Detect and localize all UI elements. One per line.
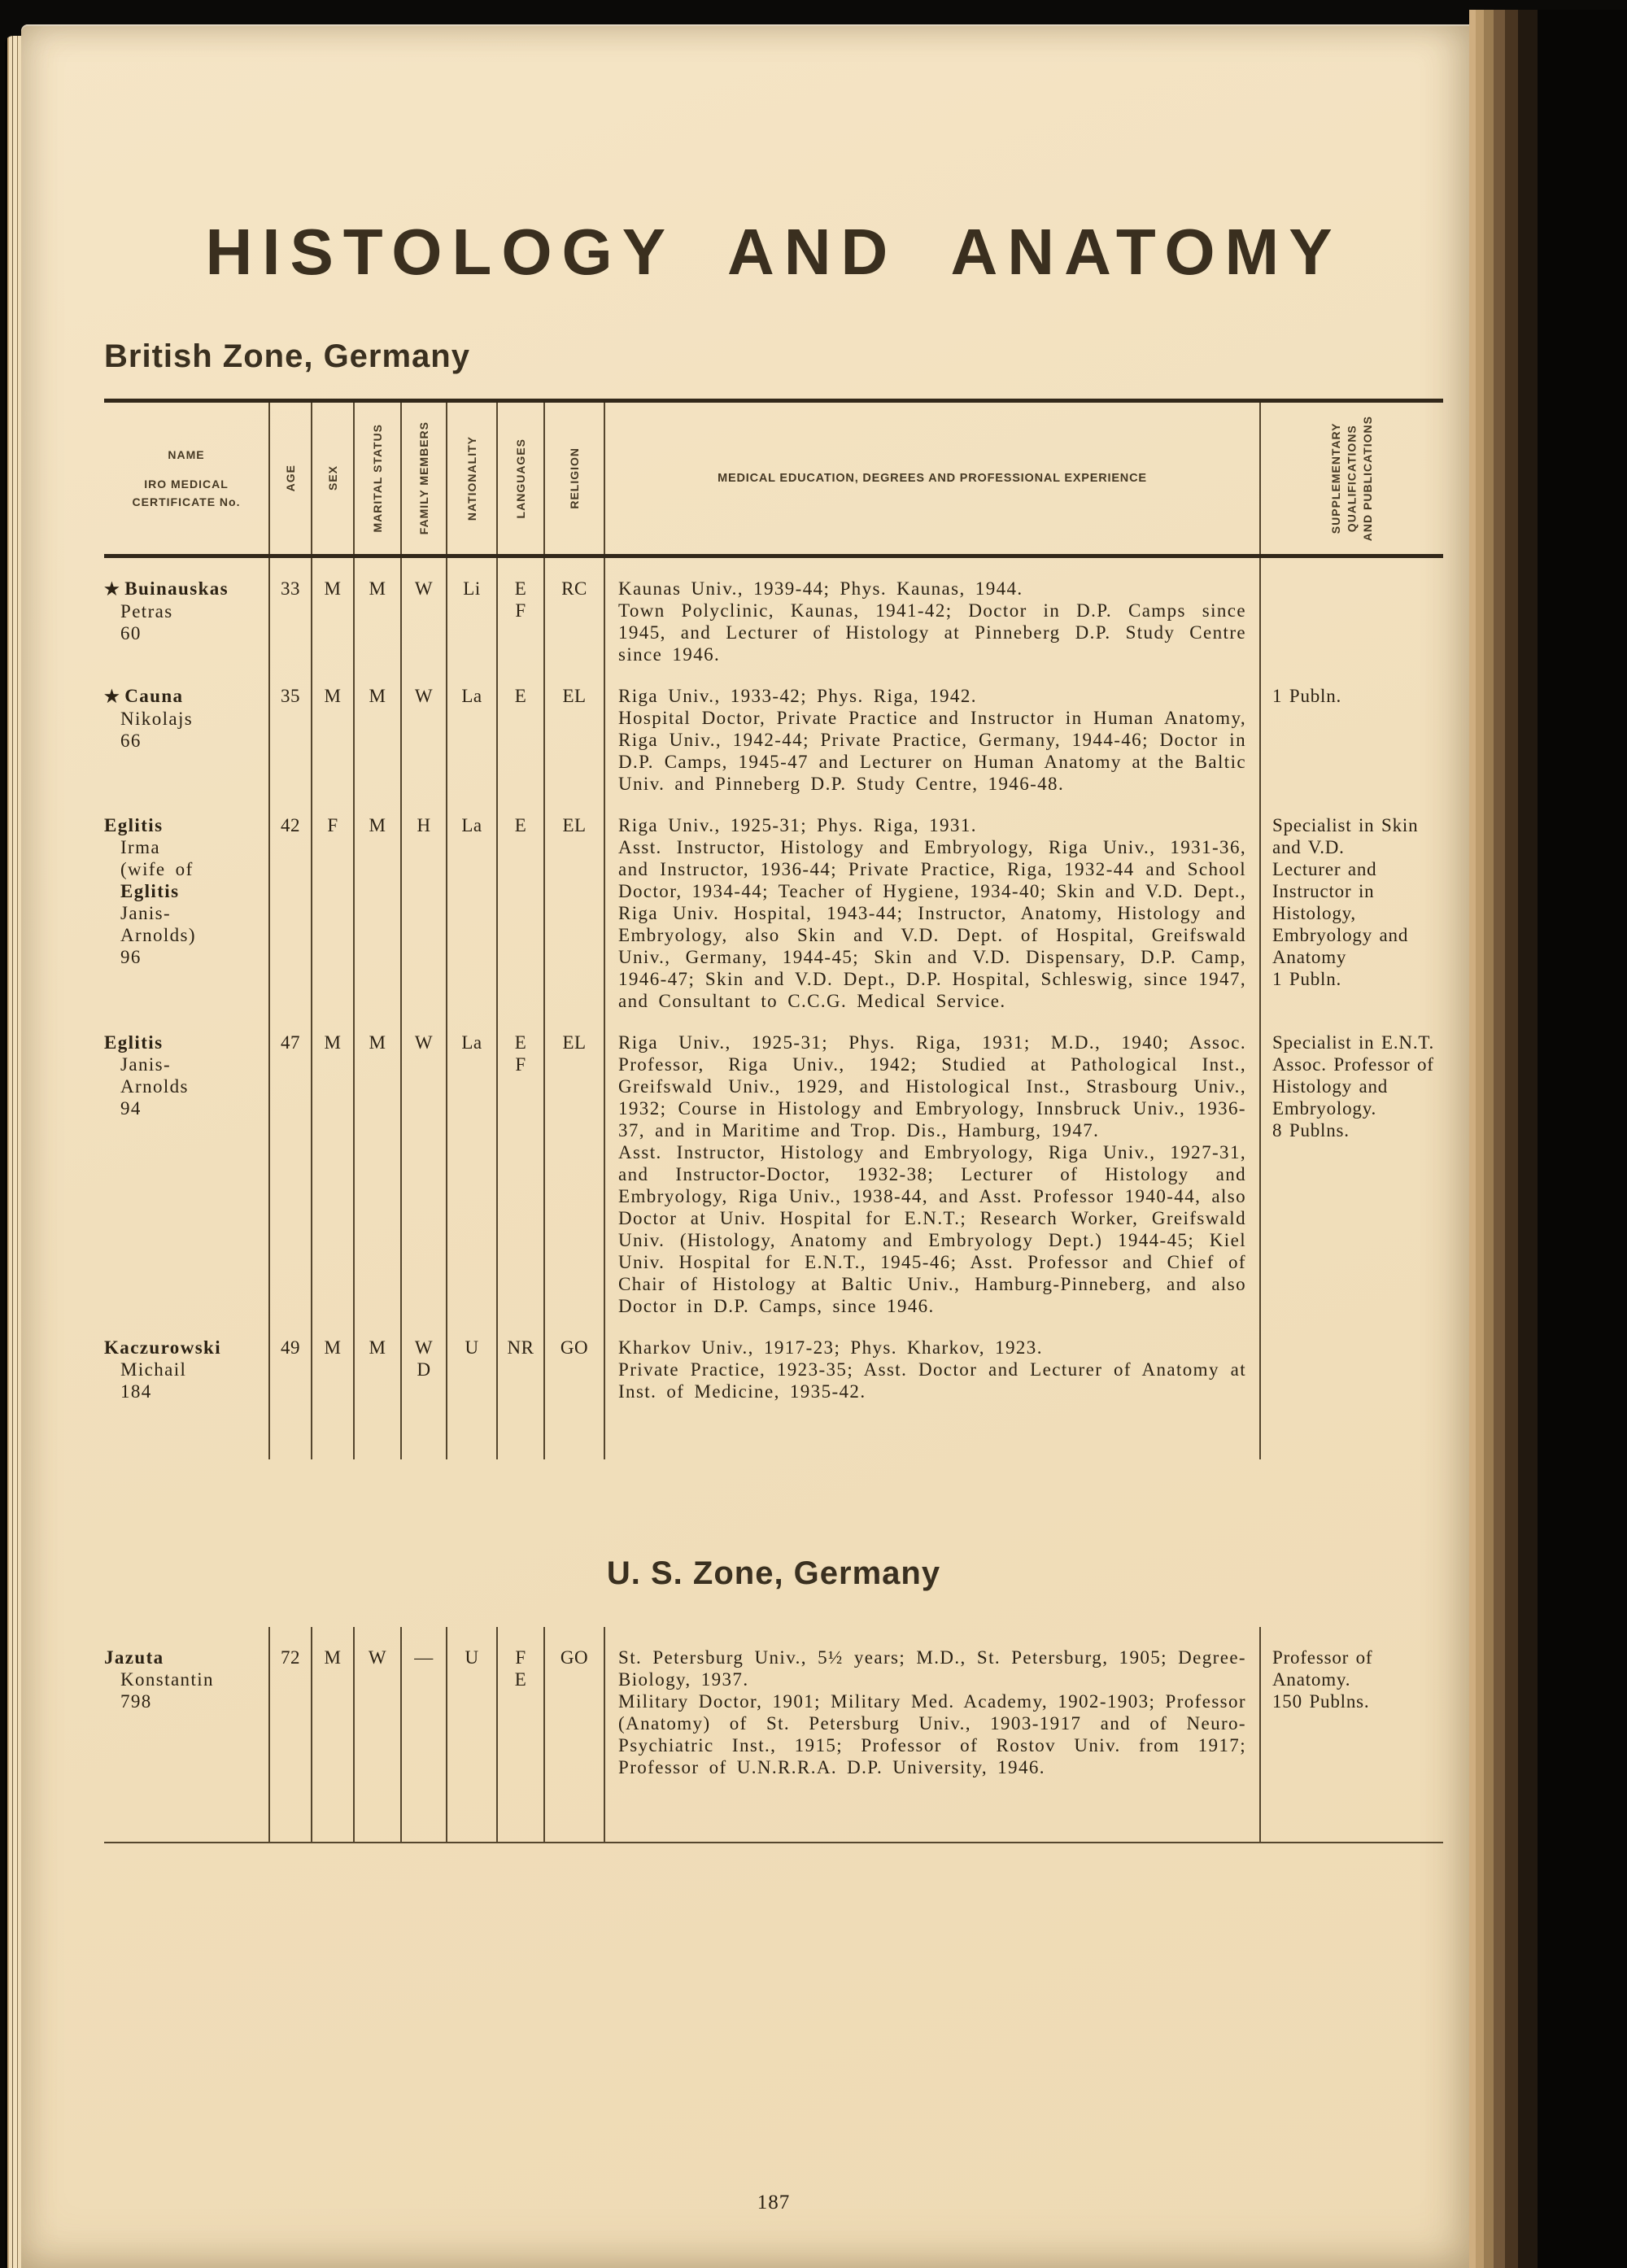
column-header-supplementary-label bbox=[1328, 416, 1376, 541]
person-surname: Jazuta bbox=[104, 1647, 164, 1668]
text-line: W bbox=[414, 578, 434, 599]
certificate-number: 94 bbox=[120, 1098, 142, 1119]
nationality-cell: U bbox=[446, 1627, 496, 1842]
text-line: Military Doctor, 1901; Military Med. Academy, 1902-1903; Professor (Anatomy) of St. Petersburg Univ., 1903-1917 and of Neuro-Psychiatric Inst., 1915; Professor of Rostov Univ. from 1917; Professor of U.N.R.R.A. D.P. University, 1946. bbox=[618, 1691, 1246, 1777]
certificate-number: 60 bbox=[120, 623, 142, 643]
text-line: Eglitis bbox=[120, 881, 180, 901]
name-cell bbox=[104, 795, 268, 1012]
column-header-sex bbox=[311, 403, 353, 554]
surname-line bbox=[104, 1032, 264, 1053]
column-header-supplementary bbox=[1259, 403, 1443, 554]
religion-cell: EL bbox=[543, 795, 604, 1012]
sex-cell: M bbox=[311, 558, 353, 665]
text-line: Nikolajs bbox=[120, 709, 194, 729]
text-line: Hospital Doctor, Private Practice and Instructor in Human Anatomy, Riga Univ., 1942-44; Private Practice, Germany, 1944-46; Doctor in D.P. Camps, 1945-47 and Lecturer on Human Anatomy at the Baltic Univ. and Pinneberg D.P. Study Centre, 1946-48. bbox=[618, 708, 1246, 794]
surname-line bbox=[104, 1646, 264, 1668]
text-line: Riga Univ., 1925-31; Phys. Riga, 1931; M.D., 1940; Assoc. Professor, Riga Univ., 1942; Studied at Pathological Inst., Greifswald Univ., 1929, and Histological Inst., Strasbourg Univ., 1932; Course in Histology and Embryology, Innsbruck Univ., 1936-37, and in Maritime and Trop. Dis., Hamburg, 1947. bbox=[618, 1032, 1246, 1141]
text-line: E bbox=[514, 1669, 527, 1690]
sex-cell: M bbox=[311, 1317, 353, 1459]
column-header-religion bbox=[543, 403, 604, 554]
column-header-nationality bbox=[446, 403, 496, 554]
column-header-nationality-label: NATIONALITY bbox=[465, 435, 478, 521]
name-cell bbox=[104, 1317, 268, 1459]
surname-line bbox=[104, 814, 264, 836]
person-given-names bbox=[104, 1053, 264, 1097]
table-body-us-zone bbox=[104, 1627, 1443, 1843]
supplementary-cell bbox=[1259, 558, 1443, 665]
education-cell bbox=[604, 1012, 1259, 1317]
column-header-languages-label: LANGUAGES bbox=[514, 438, 527, 519]
family-members-cell bbox=[400, 665, 446, 795]
text-line: W bbox=[414, 1337, 434, 1358]
text-line: E bbox=[514, 815, 527, 835]
text-line: F bbox=[515, 1054, 526, 1075]
page-stack-left-edge bbox=[5, 36, 23, 2268]
certificate-number: 66 bbox=[120, 731, 142, 751]
column-header-age-label: AGE bbox=[284, 465, 297, 492]
page-number: 187 bbox=[757, 2192, 791, 2213]
text-line: Arnolds) bbox=[120, 925, 196, 945]
marital-status-cell: M bbox=[353, 558, 400, 665]
text-line: Arnolds bbox=[120, 1076, 189, 1097]
nationality-cell: La bbox=[446, 1012, 496, 1317]
column-header-family-members bbox=[400, 403, 446, 554]
text-line: Specialist in Skin and V.D. bbox=[1272, 815, 1419, 857]
education-cell bbox=[604, 1317, 1259, 1459]
text-line: Kaunas Univ., 1939-44; Phys. Kaunas, 1944. bbox=[618, 578, 1023, 599]
person-given-names bbox=[104, 836, 264, 946]
person-surname: Cauna bbox=[124, 686, 184, 706]
text-line: Petras bbox=[120, 601, 173, 622]
sex-cell: M bbox=[311, 1012, 353, 1317]
languages-cell bbox=[496, 1012, 543, 1317]
text-line: QUALIFICATIONS bbox=[1345, 425, 1359, 532]
languages-cell bbox=[496, 1317, 543, 1459]
text-line: Janis- bbox=[120, 1054, 172, 1075]
person-given-names bbox=[104, 1668, 264, 1690]
sex-cell: F bbox=[311, 795, 353, 1012]
certificate-number: 96 bbox=[120, 947, 142, 967]
text-line: St. Petersburg Univ., 5½ years; M.D., St. Petersburg, 1905; Degree-Biology, 1937. bbox=[618, 1647, 1246, 1690]
text-line: Riga Univ., 1925-31; Phys. Riga, 1931. bbox=[618, 815, 977, 835]
person-given-names bbox=[104, 600, 264, 622]
star-icon: ★ bbox=[104, 687, 121, 706]
surname-line bbox=[104, 685, 264, 708]
age-cell: 47 bbox=[268, 1012, 311, 1317]
family-members-cell bbox=[400, 1012, 446, 1317]
text-line: Asst. Instructor, Histology and Embryology, Riga Univ., 1931-36, and Instructor, 1936-44; Private Practice, Riga, 1932-44 and School Doctor, 1934-44; Teacher of Hygiene, 1934-40; Skin and V.D. Dept., Riga Univ. Hospital, 1943-44; Instructor, Anatomy, Histology and Embryology, also Skin and V.D. Dept. of Hospital, Greifswald Univ., Germany, 1944-45; Skin and V.D. Dispensary, D.P. Camp, 1946-47; Skin and V.D. Dept., D.P. Hospital, Schleswig, since 1947, and Consultant to C.C.G. Medical Service. bbox=[618, 837, 1246, 1011]
supplementary-cell bbox=[1259, 665, 1443, 795]
text-line: E bbox=[514, 578, 527, 599]
supplementary-cell bbox=[1259, 1317, 1443, 1459]
text-line: Irma bbox=[120, 837, 161, 857]
name-cell bbox=[104, 1627, 268, 1842]
page-stack-right-edge bbox=[1469, 10, 1627, 2268]
text-line: — bbox=[414, 1647, 434, 1668]
nationality-cell: Li bbox=[446, 558, 496, 665]
text-line: W bbox=[414, 1032, 434, 1053]
name-cell bbox=[104, 558, 268, 665]
sex-cell: M bbox=[311, 1627, 353, 1842]
text-line: E bbox=[514, 1032, 527, 1053]
text-line: Town Polyclinic, Kaunas, 1941-42; Doctor in D.P. Camps since 1945, and Lecturer of Histology at Pinneberg D.P. Study Centre since 1946. bbox=[618, 600, 1246, 665]
education-cell bbox=[604, 1627, 1259, 1842]
supplementary-cell bbox=[1259, 1627, 1443, 1842]
text-line: Specialist in E.N.T. bbox=[1272, 1032, 1435, 1053]
marital-status-cell: M bbox=[353, 665, 400, 795]
religion-cell: EL bbox=[543, 665, 604, 795]
text-line: 1 Publn. bbox=[1272, 969, 1342, 989]
age-cell: 33 bbox=[268, 558, 311, 665]
supplementary-cell bbox=[1259, 1012, 1443, 1317]
column-header-sex-label: SEX bbox=[326, 465, 339, 491]
languages-cell bbox=[496, 1627, 543, 1842]
table-body-british-zone bbox=[104, 558, 1443, 1459]
text-line: NR bbox=[507, 1337, 534, 1358]
family-members-cell bbox=[400, 1317, 446, 1459]
column-header-religion-label: RELIGION bbox=[568, 447, 581, 509]
text-line: Lecturer and Instructor in Histology, Embryology and Anatomy bbox=[1272, 859, 1409, 967]
text-line: 150 Publns. bbox=[1272, 1691, 1370, 1712]
marital-status-cell: M bbox=[353, 1317, 400, 1459]
text-line: Janis- bbox=[120, 903, 172, 923]
education-cell bbox=[604, 665, 1259, 795]
education-cell bbox=[604, 795, 1259, 1012]
text-line: D bbox=[417, 1359, 431, 1380]
certificate-number: 798 bbox=[120, 1691, 152, 1712]
family-members-cell bbox=[400, 795, 446, 1012]
text-line: Professor of Anatomy. bbox=[1272, 1647, 1373, 1690]
marital-status-cell: M bbox=[353, 1012, 400, 1317]
text-line: (wife of bbox=[120, 859, 194, 879]
text-line: Private Practice, 1923-35; Asst. Doctor and Lecturer of Anatomy at Inst. of Medicine, 1935-42. bbox=[618, 1359, 1246, 1402]
section-heading-us-zone: U. S. Zone, Germany bbox=[606, 1555, 941, 1591]
age-cell: 49 bbox=[268, 1317, 311, 1459]
column-header-languages bbox=[496, 403, 543, 554]
page-title: HISTOLOGY AND ANATOMY bbox=[205, 216, 1342, 288]
family-members-cell bbox=[400, 558, 446, 665]
text-line: H bbox=[417, 815, 431, 835]
text-line: Riga Univ., 1933-42; Phys. Riga, 1942. bbox=[618, 686, 977, 706]
text-line: Michail bbox=[120, 1359, 187, 1380]
text-line: AND PUBLICATIONS bbox=[1360, 415, 1374, 542]
table-header-row bbox=[104, 399, 1443, 558]
person-surname: Eglitis bbox=[104, 1032, 164, 1053]
supplementary-cell bbox=[1259, 795, 1443, 1012]
languages-cell bbox=[496, 795, 543, 1012]
column-header-age bbox=[268, 403, 311, 554]
person-surname: Buinauskas bbox=[124, 578, 229, 599]
religion-cell: EL bbox=[543, 1012, 604, 1317]
text-line: Kharkov Univ., 1917-23; Phys. Kharkov, 1923. bbox=[618, 1337, 1043, 1358]
name-cell bbox=[104, 1012, 268, 1317]
religion-cell: GO bbox=[543, 1317, 604, 1459]
languages-cell bbox=[496, 558, 543, 665]
text-line: Assoc. Professor of Histology and Embryology. bbox=[1272, 1054, 1434, 1119]
person-surname: Kaczurowski bbox=[104, 1337, 222, 1358]
nationality-cell: La bbox=[446, 665, 496, 795]
religion-cell: RC bbox=[543, 558, 604, 665]
surname-line bbox=[104, 1337, 264, 1359]
section-heading-british-zone: British Zone, Germany bbox=[104, 338, 470, 374]
person-surname: Eglitis bbox=[104, 815, 164, 835]
text-line: E bbox=[514, 686, 527, 706]
text-line: IRO MEDICAL bbox=[144, 478, 229, 491]
age-cell: 72 bbox=[268, 1627, 311, 1842]
person-given-names bbox=[104, 708, 264, 730]
religion-cell: GO bbox=[543, 1627, 604, 1842]
text-line: Asst. Instructor, Histology and Embryology, Riga Univ., 1927-31, and Instructor-Doctor, 1932-38; Lecturer of Histology and Embryology, Riga Univ., 1938-44, and Asst. Professor 1940-44, also Doctor at Univ. Hospital for E.N.T.; Research Worker, Greifswald Univ. (Histology, Anatomy and Embryology Dept.) 1944-45; Kiel Univ. Hospital for E.N.T., 1945-46; Asst. Professor and Chief of Chair of Histology at Baltic Univ., Hamburg-Pinneberg, and also Doctor in D.P. Camps, since 1946. bbox=[618, 1142, 1246, 1316]
marital-status-cell: M bbox=[353, 795, 400, 1012]
text-line: F bbox=[515, 600, 526, 621]
column-header-family-members-label: FAMILY MEMBERS bbox=[417, 421, 430, 535]
column-header-education: MEDICAL EDUCATION, DEGREES AND PROFESSIONAL EXPERIENCE bbox=[604, 403, 1259, 554]
age-cell: 42 bbox=[268, 795, 311, 1012]
text-line: SUPPLEMENTARY bbox=[1328, 422, 1342, 534]
sex-cell: M bbox=[311, 665, 353, 795]
text-line: 8 Publns. bbox=[1272, 1120, 1350, 1141]
text-line: W bbox=[414, 686, 434, 706]
text-line: F bbox=[515, 1647, 526, 1668]
column-header-name bbox=[104, 403, 268, 554]
nationality-cell: U bbox=[446, 1317, 496, 1459]
marital-status-cell: W bbox=[353, 1627, 400, 1842]
text-line: Konstantin bbox=[120, 1669, 214, 1690]
surname-line bbox=[104, 578, 264, 600]
nationality-cell: La bbox=[446, 795, 496, 1012]
family-members-cell bbox=[400, 1627, 446, 1842]
page-content bbox=[104, 24, 1443, 2268]
education-cell bbox=[604, 558, 1259, 665]
column-header-marital-status-label: MARITAL STATUS bbox=[371, 424, 384, 533]
text-line: 1 Publn. bbox=[1272, 686, 1342, 706]
star-icon: ★ bbox=[104, 579, 121, 599]
text-line: NAME bbox=[168, 448, 205, 461]
name-cell bbox=[104, 665, 268, 795]
certificate-number: 184 bbox=[120, 1381, 152, 1402]
text-line: CERTIFICATE No. bbox=[132, 495, 241, 508]
column-header-marital-status bbox=[353, 403, 400, 554]
age-cell: 35 bbox=[268, 665, 311, 795]
languages-cell bbox=[496, 665, 543, 795]
book-page bbox=[21, 24, 1469, 2268]
person-given-names bbox=[104, 1359, 264, 1380]
